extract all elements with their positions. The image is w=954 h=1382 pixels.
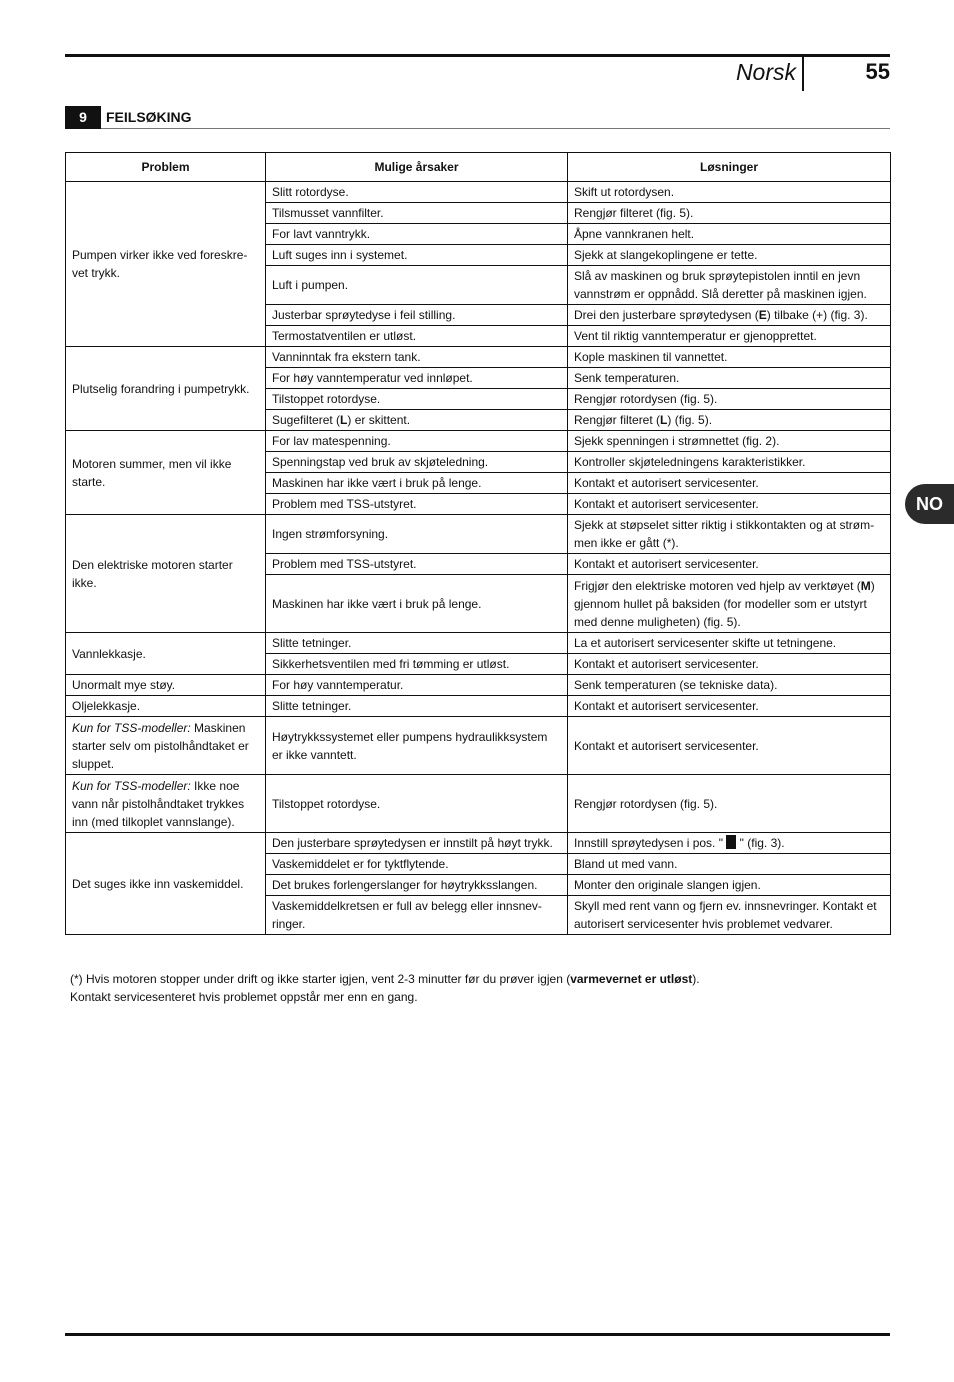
table-row <box>66 347 891 368</box>
table-cell-cause <box>266 326 568 347</box>
problem-scope-label: Kun for TSS-modeller: <box>72 720 191 735</box>
solution-text: Vent til riktig vanntemperatur er gjenopprettet. <box>574 329 817 343</box>
table-cell-cause <box>266 203 568 224</box>
low-pressure-position-icon <box>726 835 736 849</box>
table-row <box>66 182 891 203</box>
cause-text: Problem med TSS-utstyret. <box>272 557 417 571</box>
table-cell-cause <box>266 410 568 431</box>
table-cell-solution <box>568 452 891 473</box>
table-cell-cause <box>266 854 568 875</box>
footnote-text-end: ). <box>692 972 700 986</box>
table-cell-solution <box>568 833 891 854</box>
table-body <box>66 182 891 935</box>
table-cell-solution <box>568 696 891 717</box>
problem-scope-label: Kun for TSS-modeller: <box>72 778 191 793</box>
table-cell-solution <box>568 203 891 224</box>
table-row <box>66 515 891 554</box>
table-cell-solution <box>568 654 891 675</box>
cause-text: Tilstoppet rotordyse. <box>272 796 381 811</box>
cause-text: Slitte tetninger. <box>272 699 352 713</box>
table-cell-solution <box>568 266 891 305</box>
table-cell-solution <box>568 717 891 775</box>
solution-bold-ref: M <box>860 578 871 593</box>
table-cell-solution <box>568 675 891 696</box>
table-cell-problem <box>66 515 266 633</box>
table-cell-cause <box>266 575 568 633</box>
table-cell-cause <box>266 347 568 368</box>
problem-text: Pumpen virker ikke ved foreskre-vet trykk. <box>72 248 248 280</box>
table-cell-solution <box>568 515 891 554</box>
table-cell-problem <box>66 633 266 675</box>
table-header-row <box>66 153 891 182</box>
footnote-text: (*) Hvis motoren stopper under drift og ikke starter igjen, vent 2-3 minutter før du prøver igjen ( <box>70 972 571 986</box>
table-cell-solution <box>568 224 891 245</box>
solution-text: Bland ut med vann. <box>574 857 678 871</box>
problem-text: Plutselig forandring i pumpetrykk. <box>72 381 250 396</box>
cause-text: Høytrykkssystemet eller pumpens hydraulikksystem er ikke vanntett. <box>272 729 548 762</box>
cause-text: Slitt rotordyse. <box>272 185 349 199</box>
header-separator <box>802 57 804 91</box>
solution-text: La et autorisert servicesenter skifte ut tetningene. <box>574 636 837 650</box>
table-row <box>66 696 891 717</box>
table-cell-solution <box>568 575 891 633</box>
cause-text: Maskinen har ikke vært i bruk på lenge. <box>272 476 482 490</box>
footnote-bold: varmevernet er utløst <box>570 972 693 986</box>
cause-text: Spenningstap ved bruk av skjøteledning. <box>272 455 489 469</box>
solution-text-end: " (fig. 3). <box>736 836 785 850</box>
language-side-tab[interactable]: NO <box>905 484 954 524</box>
table-cell-solution <box>568 305 891 326</box>
table-row <box>66 717 891 775</box>
table-row <box>66 775 891 833</box>
solution-text: Sjekk at slangekoplingene er tette. <box>574 248 758 262</box>
table-cell-problem <box>66 696 266 717</box>
problem-text: Unormalt mye støy. <box>72 678 176 692</box>
solution-text: Kontakt et autorisert servicesenter. <box>574 476 759 490</box>
table-cell-cause <box>266 696 568 717</box>
solution-text: Kople maskinen til vannettet. <box>574 350 728 364</box>
table-cell-problem <box>66 675 266 696</box>
table-cell-problem <box>66 717 266 775</box>
table-cell-solution <box>568 347 891 368</box>
table-cell-problem <box>66 347 266 431</box>
table-cell-cause <box>266 875 568 896</box>
solution-text: Innstill sprøytedysen i pos. " <box>574 836 727 850</box>
solution-text: Slå av maskinen og bruk sprøytepistolen inntil en jevn vannstrøm er oppnådd. Slå deretter på maskinen igjen. <box>574 269 867 301</box>
table-cell-cause <box>266 368 568 389</box>
cause-text: Justerbar sprøytedyse i feil stilling. <box>272 308 456 322</box>
table-cell-cause <box>266 833 568 854</box>
solution-text: Sjekk spenningen i strømnettet (fig. 2). <box>574 434 780 448</box>
cause-text: Den justerbare sprøytedysen er innstilt på høyt trykk. <box>272 836 553 850</box>
cause-text: Vaskemiddelkretsen er full av belegg eller innsnev-ringer. <box>272 899 542 931</box>
solution-text-end: ) gjennom hullet på baksiden (for modeller som er utstyrt med denne muligheten) (fig. 5). <box>574 578 875 629</box>
table-cell-problem <box>66 182 266 347</box>
problem-text: Motoren summer, men vil ikke starte. <box>72 456 232 489</box>
table-cell-solution <box>568 854 891 875</box>
problem-text: Ikke noe vann når pistolhåndtaket trykkes inn (med tilkoplet vannslange). <box>72 778 245 829</box>
solution-text: Senk temperaturen (se tekniske data). <box>574 678 778 692</box>
table-cell-problem <box>66 775 266 833</box>
table-cell-cause <box>266 675 568 696</box>
solution-text: Kontakt et autorisert servicesenter. <box>574 738 759 753</box>
footnote <box>70 970 890 1006</box>
table-cell-solution <box>568 389 891 410</box>
table-row <box>66 675 891 696</box>
cause-text: Vaskemiddelet er for tyktflytende. <box>272 857 449 871</box>
table-row <box>66 633 891 654</box>
solution-text-end: ) tilbake (+) (fig. 3). <box>766 308 868 322</box>
table-row <box>66 833 891 854</box>
table-cell-cause <box>266 633 568 654</box>
problem-text: Det suges ikke inn vaskemiddel. <box>72 876 244 891</box>
cause-text: For lavt vanntrykk. <box>272 227 371 241</box>
problem-text: Den elektriske motoren starter ikke. <box>72 557 233 590</box>
table-cell-solution <box>568 431 891 452</box>
solution-text: Frigjør den elektriske motoren ved hjelp av verktøyet ( <box>574 578 861 593</box>
solution-text: Rengjør rotordysen (fig. 5). <box>574 392 718 406</box>
footer-rule <box>65 1333 890 1336</box>
section-title: FEILSØKING <box>106 109 192 125</box>
solution-text: Rengjør filteret ( <box>574 413 661 427</box>
solution-bold-ref: L <box>660 413 668 427</box>
problem-text: Maskinen starter selv om pistolhåndtaket er sluppet. <box>72 720 249 771</box>
language-title: Norsk <box>735 59 796 85</box>
solution-text: Rengjør filteret (fig. 5). <box>574 206 694 220</box>
table-row <box>66 431 891 452</box>
table-cell-cause <box>266 654 568 675</box>
cause-text: Ingen strømforsyning. <box>272 527 389 541</box>
table-cell-cause <box>266 389 568 410</box>
table-cell-cause <box>266 554 568 575</box>
table-cell-cause <box>266 515 568 554</box>
table-cell-solution <box>568 473 891 494</box>
solution-text: Kontakt et autorisert servicesenter. <box>574 497 759 511</box>
solution-text: Rengjør rotordysen (fig. 5). <box>574 796 718 811</box>
cause-text-end: ) er skittent. <box>347 413 411 427</box>
cause-text: For høy vanntemperatur ved innløpet. <box>272 371 473 385</box>
footnote-line-1 <box>70 970 890 988</box>
solution-text: Kontakt et autorisert servicesenter. <box>574 657 759 671</box>
cause-text: Maskinen har ikke vært i bruk på lenge. <box>272 596 482 611</box>
solution-text: Drei den justerbare sprøytedysen ( <box>574 308 759 322</box>
table-cell-solution <box>568 554 891 575</box>
table-cell-solution <box>568 245 891 266</box>
cause-text: Luft i pumpen. <box>272 278 349 292</box>
table-cell-cause <box>266 775 568 833</box>
solution-text: Skyll med rent vann og fjern ev. innsnevringer. Kontakt et autorisert servicesenter hvis problemet vedvarer. <box>574 899 877 931</box>
table-cell-solution <box>568 368 891 389</box>
cause-text: Slitte tetninger. <box>272 636 352 650</box>
table-cell-cause <box>266 896 568 935</box>
troubleshooting-table <box>65 152 891 935</box>
table-cell-cause <box>266 245 568 266</box>
table-cell-cause <box>266 717 568 775</box>
solution-text-end: ) (fig. 5). <box>667 413 713 427</box>
cause-text: Termostatventilen er utløst. <box>272 329 417 343</box>
problem-text: Vannlekkasje. <box>72 646 146 661</box>
table-cell-problem <box>66 833 266 935</box>
cause-text: Sugefilteret ( <box>272 413 341 427</box>
solution-bold-ref: E <box>758 308 767 322</box>
table-cell-cause <box>266 431 568 452</box>
solution-text: Senk temperaturen. <box>574 371 680 385</box>
table-cell-solution <box>568 182 891 203</box>
solution-text: Kontakt et autorisert servicesenter. <box>574 699 759 713</box>
table-cell-cause <box>266 182 568 203</box>
table-cell-solution <box>568 410 891 431</box>
header-problem: Problem <box>66 153 266 182</box>
table-cell-solution <box>568 896 891 935</box>
table-cell-solution <box>568 494 891 515</box>
solution-text: Kontakt et autorisert servicesenter. <box>574 557 759 571</box>
header-causes: Mulige årsaker <box>266 153 568 182</box>
cause-text: Tilstoppet rotordyse. <box>272 392 381 406</box>
solution-text: Sjekk at støpselet sitter riktig i stikkontakten og at strøm-men ikke er gått (*). <box>574 518 875 550</box>
table-cell-cause <box>266 494 568 515</box>
table-cell-cause <box>266 266 568 305</box>
table-cell-cause <box>266 473 568 494</box>
cause-text: Problem med TSS-utstyret. <box>272 497 417 511</box>
footnote-line-2: Kontakt servicesenteret hvis problemet oppstår mer enn en gang. <box>70 990 418 1004</box>
cause-text: Tilsmusset vannfilter. <box>272 206 384 220</box>
solution-text: Kontroller skjøteledningens karakteristikker. <box>574 455 806 469</box>
table-cell-cause <box>266 224 568 245</box>
table-cell-problem <box>66 431 266 515</box>
solution-text: Skift ut rotordysen. <box>574 185 675 199</box>
cause-text: Vanninntak fra ekstern tank. <box>272 350 421 364</box>
table-cell-cause <box>266 452 568 473</box>
section-number: 9 <box>65 106 101 129</box>
cause-text: Det brukes forlengerslanger for høytrykksslangen. <box>272 878 538 892</box>
cause-text: For høy vanntemperatur. <box>272 678 404 692</box>
table-cell-solution <box>568 633 891 654</box>
solution-text: Monter den originale slangen igjen. <box>574 878 761 892</box>
header-solutions: Løsninger <box>568 153 891 182</box>
problem-text: Oljelekkasje. <box>72 699 141 713</box>
solution-text: Åpne vannkranen helt. <box>574 227 695 241</box>
table-cell-cause <box>266 305 568 326</box>
cause-text: For lav matespenning. <box>272 434 391 448</box>
table-cell-solution <box>568 326 891 347</box>
cause-text: Luft suges inn i systemet. <box>272 248 408 262</box>
page-number: 55 <box>865 59 890 84</box>
table-cell-solution <box>568 875 891 896</box>
table-cell-solution <box>568 775 891 833</box>
cause-bold-ref: L <box>340 413 348 427</box>
section-rule <box>101 128 890 129</box>
cause-text: Sikkerhetsventilen med fri tømming er utløst. <box>272 657 510 671</box>
